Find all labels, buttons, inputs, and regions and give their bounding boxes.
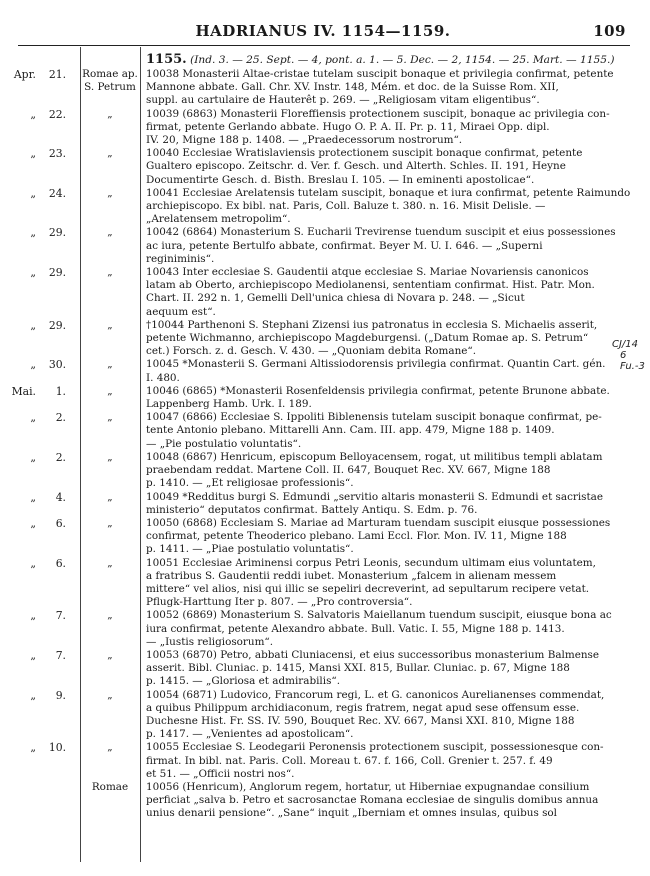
entry-day: 24.	[48, 186, 66, 200]
entry-place-line: „	[107, 450, 113, 463]
entry-text-line: 10040 Ecclesiae Wratislaviensis protectionem suscipit bonaque confirmat, petente	[146, 147, 583, 160]
entry-text	[146, 226, 634, 266]
entry-day: 29.	[48, 318, 66, 332]
entry-place	[82, 649, 138, 662]
entry-place-line: Romae	[91, 780, 129, 793]
entry-text-line: 10045 *Monasterii S. Germani Altissiodorensis privilegia confirmat. Quantin Cart. gén.	[146, 358, 606, 371]
entry-place-line: „	[107, 648, 113, 661]
entry-month: „	[30, 358, 36, 372]
entry-place-line: „	[107, 384, 113, 397]
page-number: 109	[593, 22, 626, 40]
entry-month: „	[30, 609, 36, 623]
entry-day: 10.	[48, 741, 66, 755]
handwritten-margin-note	[612, 339, 650, 372]
entry-text-line: 10050 (6868) Ecclesiam S. Mariae ad Marturam tuendam suscipit eiusque possessiones	[146, 516, 611, 529]
regest-entry	[0, 411, 650, 451]
entry-day: 21.	[48, 68, 66, 81]
entry-text-line: Documentirte Gesch. d. Bisth. Breslau I. 105. — In eminenti apostolicae“.	[146, 173, 535, 186]
entry-text-line: tente Antonio plebano. Mittarelli Ann. Cam. III. app. 479, Migne 188 p. 1409.	[146, 424, 555, 437]
entry-text-line: ac iura, petente Bertulfo abbate, confirmat. Beyer M. U. I. 646. — „Superni	[146, 239, 543, 252]
entry-text-line: p. 1410. — „Et religiosae professionis“.	[146, 477, 354, 490]
entry-text-line: petente Wichmanno, archiepiscopo Magdeburgensi. („Datum Romae ap. S. Petrum“	[146, 332, 589, 345]
running-head	[20, 22, 626, 40]
entry-text-line: 10049 *Redditus burgi S. Edmundi „servitio altaris monasterii S. Edmundi et sacristae	[146, 490, 604, 503]
entry-text-line: cet.) Forsch. z. d. Gesch. V. 430. — „Quoniam debita Romane“.	[146, 345, 477, 358]
entry-text	[146, 557, 634, 610]
entry-place	[82, 226, 138, 239]
entry-place-line: „	[107, 556, 113, 569]
page-title: HADRIANUS IV. 1154—1159.	[195, 22, 451, 40]
year-heading	[146, 53, 634, 67]
entry-text	[146, 266, 634, 319]
entry-day: 7.	[55, 609, 66, 623]
entry-text	[146, 108, 634, 148]
entry-text-line: „Arelatensem metropolim“.	[146, 213, 291, 226]
entry-text-line: unius denarii pensione“. „Sane“ inquit „Iberniam et omnes insulas, quibus sol	[146, 807, 557, 820]
regest-entry	[0, 451, 650, 491]
entry-place	[82, 68, 138, 94]
entry-place-line: „	[107, 266, 113, 279]
entry-place-line: „	[107, 411, 113, 424]
entry-text-line: Gualtero episcopo. Zeitschr. d. Ver. f. Gesch. und Alterth. Schles. II. 191, Heyne	[146, 160, 566, 173]
entry-month: Mai.	[11, 384, 36, 398]
entry-date	[6, 557, 70, 570]
entry-place	[82, 451, 138, 464]
regest-entry	[0, 147, 650, 187]
entry-text	[146, 649, 634, 689]
entry-place	[82, 385, 138, 398]
entry-day: 1.	[55, 384, 66, 398]
entry-day: 7.	[55, 648, 66, 662]
entry-text-line: 10054 (6871) Ludovico, Francorum regi, L. et G. canonicos Aurelianenses commendat,	[146, 688, 605, 701]
entry-month: „	[30, 186, 36, 200]
entry-date	[6, 187, 70, 200]
entry-month: „	[30, 556, 36, 570]
entry-text-line: 10042 (6864) Monasterium S. Eucharii Trevirense tuendum suscipit et eius possessiones	[146, 226, 616, 239]
entry-date	[6, 147, 70, 160]
entry-month: „	[30, 318, 36, 332]
entry-place-line: „	[107, 688, 113, 701]
entry-place	[82, 319, 138, 332]
entry-text-line: 10056 (Henricum), Anglorum regem, hortatur, ut Hiberniae expugnandae consilium	[146, 780, 590, 793]
regest-entry	[0, 609, 650, 649]
entry-text-line: praebendam reddat. Martene Coll. II. 647, Bouquet Rec. XV. 667, Migne 188	[146, 464, 551, 477]
entry-place	[82, 358, 138, 371]
regest-entry	[0, 741, 650, 781]
entry-month: „	[30, 490, 36, 504]
entry-text	[146, 68, 634, 108]
entry-text-line: Lappenberg Hamb. Urk. I. 189.	[146, 398, 312, 411]
entry-text-line: firmat. In bibl. nat. Paris. Coll. Moreau t. 67. f. 166, Coll. Grenier t. 257. f. 49	[146, 754, 553, 767]
entry-place-line: „	[107, 516, 113, 529]
entry-text-line: 10039 (6863) Monasterii Floreffiensis protectionem suscipit, bonaque ac privilegia con-	[146, 107, 610, 120]
entry-text-line: latam ab Oberto, archiepiscopo Mediolanensi, sententiam confirmat. Hist. Patr. Mon.	[146, 279, 595, 292]
entry-text-line: p. 1415. — „Gloriosa et admirabilis“.	[146, 675, 341, 688]
entry-text-line: 10055 Ecclesiae S. Leodegarii Peronensis protectionem suscipit, possessionesque con-	[146, 741, 604, 754]
entry-text	[146, 358, 634, 384]
entry-place	[82, 557, 138, 570]
year-label: 1155.	[146, 53, 187, 67]
entry-day: 6.	[55, 516, 66, 530]
entry-text-line: iura confirmat, petente Alexandro abbate. Bull. Vatic. I. 55, Migne 188 p. 1413.	[146, 622, 565, 635]
entry-date	[6, 266, 70, 279]
entry-text-line: suppl. au cartulaire de Hauterêt p. 269. — „Religiosam vitam eligentibus“.	[146, 94, 540, 107]
regest-entry	[0, 68, 650, 108]
entry-text-line: 10041 Ecclesiae Arelatensis tutelam suscipit, bonaque et iura confirmat, petente Raimundo	[146, 186, 631, 199]
entry-text-line: 10046 (6865) *Monasterii Rosenfeldensis privilegia confirmat, petente Brunone abbate.	[146, 384, 610, 397]
regest-entry	[0, 557, 650, 610]
entry-text-line: firmat, petente Gerlando abbate. Hugo O. P. A. II. Pr. p. 11, Miraei Opp. dipl.	[146, 120, 550, 133]
entry-text-line: aequum est“.	[146, 305, 216, 318]
regest-entry	[0, 517, 650, 557]
entry-text-line: 10047 (6866) Ecclesiae S. Ippoliti Biblenensis tutelam suscipit bonaque confirmat, pe-	[146, 411, 602, 424]
entry-text	[146, 517, 634, 557]
entry-place	[82, 491, 138, 504]
entry-day: 2.	[55, 450, 66, 464]
entry-date	[6, 451, 70, 464]
entry-text-line: 10048 (6867) Henricum, episcopum Belloyacensem, rogat, ut militibus templi ablatam	[146, 450, 603, 463]
entry-place-line: Romae ap.	[82, 68, 138, 80]
entry-text	[146, 411, 634, 451]
entry-text-line: ministerio“ deputatos confirmat. Battely Antiqu. S. Edm. p. 76.	[146, 503, 478, 516]
entry-month: „	[30, 147, 36, 161]
entry-date	[6, 108, 70, 121]
entry-day: 29.	[48, 226, 66, 240]
entry-text-line: Pflugk-Harttung Iter p. 807. — „Pro controversia“.	[146, 596, 413, 609]
entry-day: 2.	[55, 411, 66, 425]
entry-text-line: I. 480.	[146, 371, 180, 384]
entry-month: „	[30, 266, 36, 280]
entry-text-line: 10051 Ecclesiae Ariminensi corpus Petri Leonis, secundum ultimam eius voluntatem,	[146, 556, 596, 569]
entry-text	[146, 781, 634, 821]
entry-text-line: p. 1417. — „Venientes ad apostolicam“.	[146, 728, 354, 741]
entry-text-line: — „Pie postulatio voluntatis“.	[146, 437, 302, 450]
entry-place-line: „	[107, 147, 113, 160]
indiction-note: (Ind. 3. — 25. Sept. — 4, pont. a. 1. — 5. Dec. — 2, 1154. — 25. Mart. — 1155.)	[190, 54, 615, 66]
regest-entry	[0, 689, 650, 742]
entry-place	[82, 689, 138, 702]
entry-place-line: „	[107, 318, 113, 331]
entry-text	[146, 741, 634, 781]
entry-day: 29.	[48, 266, 66, 280]
entry-date	[6, 741, 70, 754]
entry-place-line: „	[107, 609, 113, 622]
regest-entry	[0, 319, 650, 359]
entry-date	[6, 781, 70, 794]
regest-entry	[0, 226, 650, 266]
entry-text-line: a quibus Philippum archidiaconum, regis fratrem, negat apud sese offensum esse.	[146, 701, 580, 714]
entry-month: „	[30, 107, 36, 121]
entry-text-line: perficiat „salva b. Petro et sacrosanctae Romana ecclesiae de singulis domibus annua	[146, 794, 599, 807]
entry-place	[82, 517, 138, 530]
entry-place	[82, 741, 138, 754]
entry-text-line: asserit. Bibl. Cluniac. p. 1415, Mansi XXI. 815, Bullar. Cluniac. p. 67, Migne 188	[146, 662, 570, 675]
entry-date	[6, 649, 70, 662]
entry-day: 4.	[55, 490, 66, 504]
entry-text-line: IV. 20, Migne 188 p. 1408. — „Praedecessorum nostrorum“.	[146, 134, 463, 147]
regest-entry	[0, 358, 650, 384]
entry-text	[146, 187, 634, 227]
entry-text-line: confirmat, petente Theoderico plebano. Lami Eccl. Flor. Mon. IV. 11, Migne 188	[146, 530, 567, 543]
regest-entry	[0, 266, 650, 319]
header-rule	[18, 45, 630, 46]
entry-place	[82, 781, 138, 794]
entry-date	[6, 358, 70, 371]
entry-text-line: archiepiscopo. Ex bibl. nat. Paris, Coll. Baluze t. 380. n. 16. Misit Delisle. —	[146, 200, 546, 213]
entry-month: Apr.	[13, 68, 36, 81]
entry-month: „	[30, 516, 36, 530]
entry-text	[146, 385, 634, 411]
entry-text-line: reginiminis“.	[146, 252, 215, 265]
entry-text-line: Mannone abbate. Gall. Chr. XV. Instr. 148, Mém. et doc. de la Suisse Rom. XII,	[146, 81, 559, 94]
entry-date	[6, 689, 70, 702]
regest-entry	[0, 187, 650, 227]
entry-date	[6, 319, 70, 332]
entry-text	[146, 451, 634, 491]
entry-text-line: 10038 Monasterii Altae-cristae tutelam suscipit bonaque et privilegia confirmat, petente	[146, 68, 614, 80]
entry-day: 9.	[55, 688, 66, 702]
entry-text	[146, 147, 634, 187]
entry-text	[146, 609, 634, 649]
entry-month: „	[30, 688, 36, 702]
entry-month: „	[30, 226, 36, 240]
entry-date	[6, 68, 70, 81]
entry-day: 6.	[55, 556, 66, 570]
entry-place-line: „	[107, 107, 113, 120]
regesta-entries	[0, 68, 650, 821]
entry-place-line: „	[107, 226, 113, 239]
entry-date	[6, 226, 70, 239]
entry-text-line: Chart. II. 292 n. 1, Gemelli Dell'unica chiesa di Novara p. 248. — „Sicut	[146, 292, 525, 305]
entry-day: 23.	[48, 147, 66, 161]
entry-place	[82, 266, 138, 279]
entry-text	[146, 491, 634, 517]
entry-text-line: — „Iustis religiosorum“.	[146, 635, 274, 648]
entry-text-line: 10052 (6869) Monasterium S. Salvatoris Maiellanum tuendum suscipit, eiusque bona ac	[146, 609, 612, 622]
entry-date	[6, 517, 70, 530]
entry-text-line: et 51. — „Officii nostri nos“.	[146, 767, 295, 780]
entry-text-line: mittere“ vel alios, nisi qui illic se sepeliri decreverint, ad sepultarum recipere vetat.	[146, 582, 590, 595]
entry-place-line: „	[107, 741, 113, 754]
entry-date	[6, 411, 70, 424]
entry-place-line: S. Petrum	[84, 81, 136, 94]
regest-entry	[0, 781, 650, 821]
entry-text-line: 10053 (6870) Petro, abbati Cluniacensi, et eius successoribus monasterium Balmense	[146, 648, 600, 661]
entry-day: 30.	[48, 358, 66, 372]
entry-day: 22.	[48, 107, 66, 121]
entry-place	[82, 187, 138, 200]
entry-text-line: †10044 Parthenoni S. Stephani Zizensi ius patronatus in ecclesia S. Michaelis asserit,	[146, 318, 598, 331]
entry-month: „	[30, 450, 36, 464]
entry-place	[82, 108, 138, 121]
entry-month: „	[30, 411, 36, 425]
regest-entry	[0, 649, 650, 689]
entry-place-line: „	[107, 358, 113, 371]
entry-place	[82, 147, 138, 160]
margin-note-line: CJ/14	[612, 339, 639, 350]
entry-month: „	[30, 741, 36, 755]
entry-place	[82, 609, 138, 622]
entry-place	[82, 411, 138, 424]
entry-date	[6, 385, 70, 398]
entry-text-line: 10043 Inter ecclesiae S. Gaudentii atque ecclesiae S. Mariae Novariensis canonicos	[146, 266, 589, 279]
entry-date	[6, 491, 70, 504]
entry-text-line: Duchesne Hist. Fr. SS. IV. 590, Bouquet Rec. XV. 667, Mansi XXI. 810, Migne 188	[146, 714, 575, 727]
entry-text-line: p. 1411. — „Piae postulatio voluntatis“.	[146, 543, 354, 556]
entry-place-line: „	[107, 490, 113, 503]
margin-note-line: 6 Fu.-3	[620, 350, 645, 372]
entry-date	[6, 609, 70, 622]
regest-entry	[0, 491, 650, 517]
entry-month: „	[30, 648, 36, 662]
entry-text-line: a fratribus S. Gaudentii reddi iubet. Monasterium „falcem in alienam messem	[146, 569, 557, 582]
regest-entry	[0, 108, 650, 148]
entry-text	[146, 689, 634, 742]
entry-place-line: „	[107, 186, 113, 199]
regest-entry	[0, 385, 650, 411]
entry-text	[146, 319, 634, 359]
